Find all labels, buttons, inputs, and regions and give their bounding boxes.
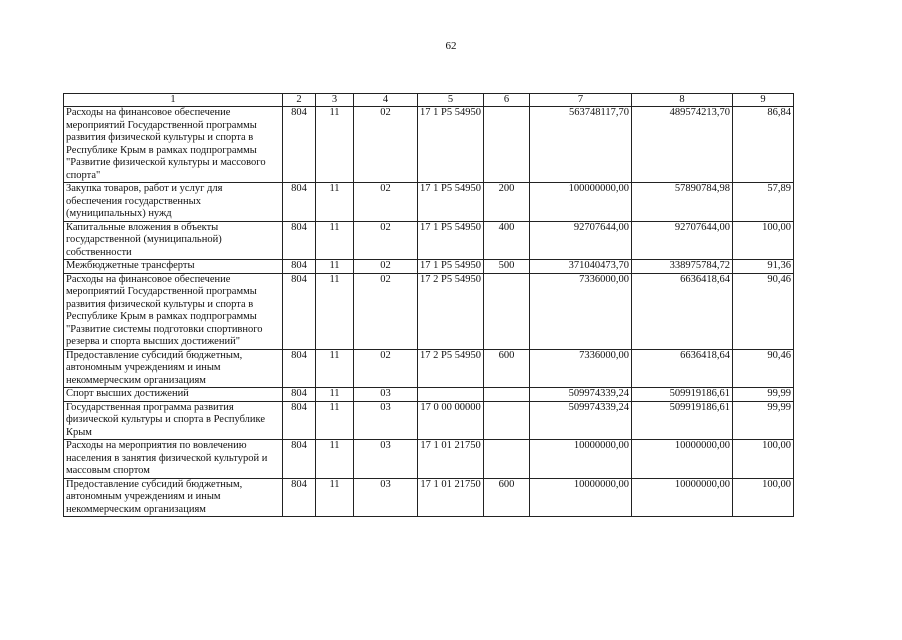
cell-code-section: 11 <box>316 401 354 440</box>
cell-code-expense-type <box>484 388 530 402</box>
cell-code-section: 11 <box>316 107 354 183</box>
cell-code-subsection: 02 <box>354 183 418 222</box>
row-name: Расходы на мероприятия по вовлечению населения в занятия физической культурой и массовым спортом <box>64 440 283 479</box>
cell-code-ministry: 804 <box>283 388 316 402</box>
cell-percent: 86,84 <box>733 107 794 183</box>
cell-value-8: 509919186,61 <box>632 401 733 440</box>
cell-code-target: 17 1 P5 54950 <box>418 107 484 183</box>
table-row <box>64 349 794 388</box>
cell-percent: 99,99 <box>733 388 794 402</box>
column-header: 5 <box>418 94 484 107</box>
cell-code-expense-type: 200 <box>484 183 530 222</box>
cell-value-7: 92707644,00 <box>530 221 632 260</box>
cell-value-7: 563748117,70 <box>530 107 632 183</box>
cell-value-8: 509919186,61 <box>632 388 733 402</box>
cell-code-subsection: 03 <box>354 478 418 517</box>
cell-code-target: 17 1 P5 54950 <box>418 221 484 260</box>
cell-code-ministry: 804 <box>283 478 316 517</box>
column-header: 3 <box>316 94 354 107</box>
cell-code-section: 11 <box>316 260 354 274</box>
cell-percent: 90,46 <box>733 273 794 349</box>
cell-code-subsection: 02 <box>354 107 418 183</box>
cell-percent: 90,46 <box>733 349 794 388</box>
row-name: Предоставление субсидий бюджетным, автономным учреждениям и иным некоммерческим организациям <box>64 478 283 517</box>
column-header: 2 <box>283 94 316 107</box>
table-row <box>64 440 794 479</box>
cell-code-target: 17 2 P5 54950 <box>418 273 484 349</box>
cell-code-subsection: 02 <box>354 260 418 274</box>
row-name: Расходы на финансовое обеспечение мероприятий Государственной программы развития физической культуры и спорта в Республике Крым в рамках подпрограммы "Развитие системы подготовки спортивного резерва и спорта высших достижений" <box>64 273 283 349</box>
column-header: 9 <box>733 94 794 107</box>
table-row <box>64 107 794 183</box>
table-row <box>64 478 794 517</box>
cell-code-ministry: 804 <box>283 349 316 388</box>
cell-code-subsection: 03 <box>354 440 418 479</box>
cell-code-subsection: 02 <box>354 221 418 260</box>
cell-code-subsection: 02 <box>354 349 418 388</box>
cell-code-expense-type <box>484 401 530 440</box>
cell-code-subsection: 03 <box>354 388 418 402</box>
cell-value-8: 6636418,64 <box>632 349 733 388</box>
cell-code-target: 17 1 P5 54950 <box>418 183 484 222</box>
row-name: Закупка товаров, работ и услуг для обеспечения государственных (муниципальных) нужд <box>64 183 283 222</box>
column-header: 8 <box>632 94 733 107</box>
cell-value-8: 6636418,64 <box>632 273 733 349</box>
cell-code-expense-type: 500 <box>484 260 530 274</box>
cell-code-section: 11 <box>316 273 354 349</box>
column-header: 7 <box>530 94 632 107</box>
cell-code-section: 11 <box>316 388 354 402</box>
cell-code-target: 17 1 01 21750 <box>418 478 484 517</box>
cell-code-target: 17 1 P5 54950 <box>418 260 484 274</box>
table-row <box>64 401 794 440</box>
cell-code-expense-type <box>484 273 530 349</box>
table-row <box>64 388 794 402</box>
table-row <box>64 273 794 349</box>
cell-value-7: 7336000,00 <box>530 273 632 349</box>
column-header: 6 <box>484 94 530 107</box>
column-header: 1 <box>64 94 283 107</box>
row-name: Государственная программа развития физической культуры и спорта в Республике Крым <box>64 401 283 440</box>
cell-value-7: 371040473,70 <box>530 260 632 274</box>
table-row <box>64 260 794 274</box>
cell-code-target: 17 1 01 21750 <box>418 440 484 479</box>
cell-code-subsection: 02 <box>354 273 418 349</box>
cell-code-target <box>418 388 484 402</box>
row-name: Капитальные вложения в объекты государственной (муниципальной) собственности <box>64 221 283 260</box>
cell-value-7: 7336000,00 <box>530 349 632 388</box>
cell-code-section: 11 <box>316 349 354 388</box>
cell-code-expense-type <box>484 107 530 183</box>
cell-code-ministry: 804 <box>283 183 316 222</box>
table-row <box>64 183 794 222</box>
cell-code-expense-type <box>484 440 530 479</box>
cell-code-expense-type: 400 <box>484 221 530 260</box>
cell-value-7: 509974339,24 <box>530 388 632 402</box>
cell-percent: 100,00 <box>733 221 794 260</box>
table-row <box>64 221 794 260</box>
cell-value-8: 10000000,00 <box>632 478 733 517</box>
row-name: Спорт высших достижений <box>64 388 283 402</box>
cell-code-target: 17 0 00 00000 <box>418 401 484 440</box>
table-header-row <box>64 94 794 107</box>
budget-table <box>63 93 794 517</box>
cell-code-ministry: 804 <box>283 107 316 183</box>
cell-code-subsection: 03 <box>354 401 418 440</box>
cell-code-ministry: 804 <box>283 221 316 260</box>
page-number: 62 <box>445 40 457 52</box>
cell-percent: 57,89 <box>733 183 794 222</box>
row-name: Расходы на финансовое обеспечение мероприятий Государственной программы развития физической культуры и спорта в Республике Крым в рамках подпрограммы "Развитие физической культуры и массового спорта" <box>64 107 283 183</box>
cell-code-ministry: 804 <box>283 260 316 274</box>
cell-value-7: 509974339,24 <box>530 401 632 440</box>
cell-code-ministry: 804 <box>283 401 316 440</box>
cell-value-8: 57890784,98 <box>632 183 733 222</box>
cell-value-8: 489574213,70 <box>632 107 733 183</box>
cell-code-section: 11 <box>316 478 354 517</box>
cell-value-7: 100000000,00 <box>530 183 632 222</box>
cell-value-8: 92707644,00 <box>632 221 733 260</box>
cell-code-section: 11 <box>316 440 354 479</box>
cell-value-7: 10000000,00 <box>530 478 632 517</box>
row-name: Предоставление субсидий бюджетным, автономным учреждениям и иным некоммерческим организациям <box>64 349 283 388</box>
cell-code-section: 11 <box>316 221 354 260</box>
cell-percent: 100,00 <box>733 478 794 517</box>
cell-code-expense-type: 600 <box>484 349 530 388</box>
cell-code-ministry: 804 <box>283 273 316 349</box>
cell-code-target: 17 2 P5 54950 <box>418 349 484 388</box>
cell-percent: 100,00 <box>733 440 794 479</box>
cell-value-8: 338975784,72 <box>632 260 733 274</box>
column-header: 4 <box>354 94 418 107</box>
cell-value-7: 10000000,00 <box>530 440 632 479</box>
cell-code-ministry: 804 <box>283 440 316 479</box>
cell-value-8: 10000000,00 <box>632 440 733 479</box>
cell-percent: 91,36 <box>733 260 794 274</box>
cell-code-expense-type: 600 <box>484 478 530 517</box>
cell-percent: 99,99 <box>733 401 794 440</box>
row-name: Межбюджетные трансферты <box>64 260 283 274</box>
cell-code-section: 11 <box>316 183 354 222</box>
